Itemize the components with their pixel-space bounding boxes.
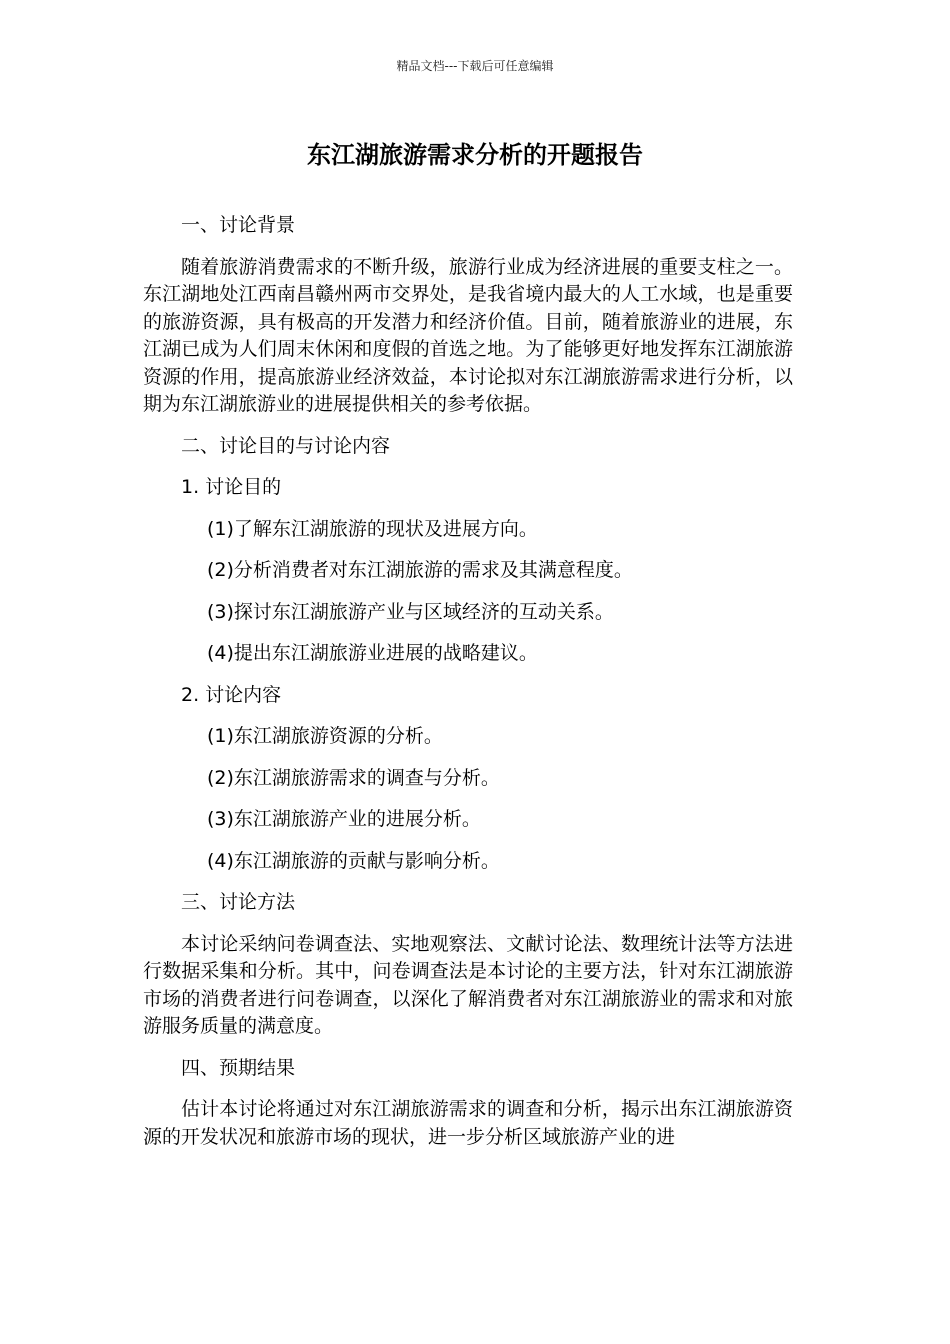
goal-item: (4)提出东江湖旅游业进展的战略建议。 [207,642,538,664]
subheading-goals: 1. 讨论目的 [181,476,282,498]
section-heading-background: 一、讨论背景 [181,214,296,236]
section-heading-goals: 二、讨论目的与讨论内容 [181,434,391,457]
content-item: (1)东江湖旅游资源的分析。 [207,725,443,747]
content-item: (4)东江湖旅游的贡献与影响分析。 [207,849,500,872]
document-title: 东江湖旅游需求分析的开题报告 [307,141,643,169]
section-heading-results: 四、预期结果 [181,1056,296,1079]
goal-item: (3)探讨东江湖旅游产业与区域经济的互动关系。 [207,600,614,623]
goal-item: (1)了解东江湖旅游的现状及进展方向。 [207,517,538,540]
results-paragraph: 估计本讨论将通过对东江湖旅游需求的调查和分析，揭示出东江湖旅游资源的开发状况和旅游市场的现状，进一步分析区域旅游产业的进 [143,1098,793,1148]
method-paragraph: 本讨论采纳问卷调查法、实地观察法、文献讨论法、数理统计法等方法进行数据采集和分析。其中，问卷调查法是本讨论的主要方法，针对东江湖旅游市场的消费者进行问卷调查，以深化了解消费者对东江湖旅游业的需求和对旅游服务质量的满意度。 [143,932,793,1037]
background-paragraph: 随着旅游消费需求的不断升级，旅游行业成为经济进展的重要支柱之一。东江湖地处江西南昌赣州两市交界处，是我省境内最大的人工水域，也是重要的旅游资源，具有极高的开发潜力和经济价值。目前，随着旅游业的进展，东江湖已成为人们周末休闲和度假的首选之地。为了能够更好地发挥东江湖旅游资源的作用，提高旅游业经济效益，本讨论拟对东江湖旅游需求进行分析，以期为东江湖旅游业的进展提供相关的参考依据。 [143,255,793,415]
content-item: (3)东江湖旅游产业的进展分析。 [207,808,481,830]
section-heading-method: 三、讨论方法 [181,891,296,913]
goal-item: (2)分析消费者对东江湖旅游的需求及其满意程度。 [207,559,633,581]
page-header: 精品文档---下载后可任意编辑 [396,59,554,73]
subheading-content: 2. 讨论内容 [181,683,282,706]
document-body [143,212,793,1165]
content-item: (2)东江湖旅游需求的调查与分析。 [207,766,500,789]
